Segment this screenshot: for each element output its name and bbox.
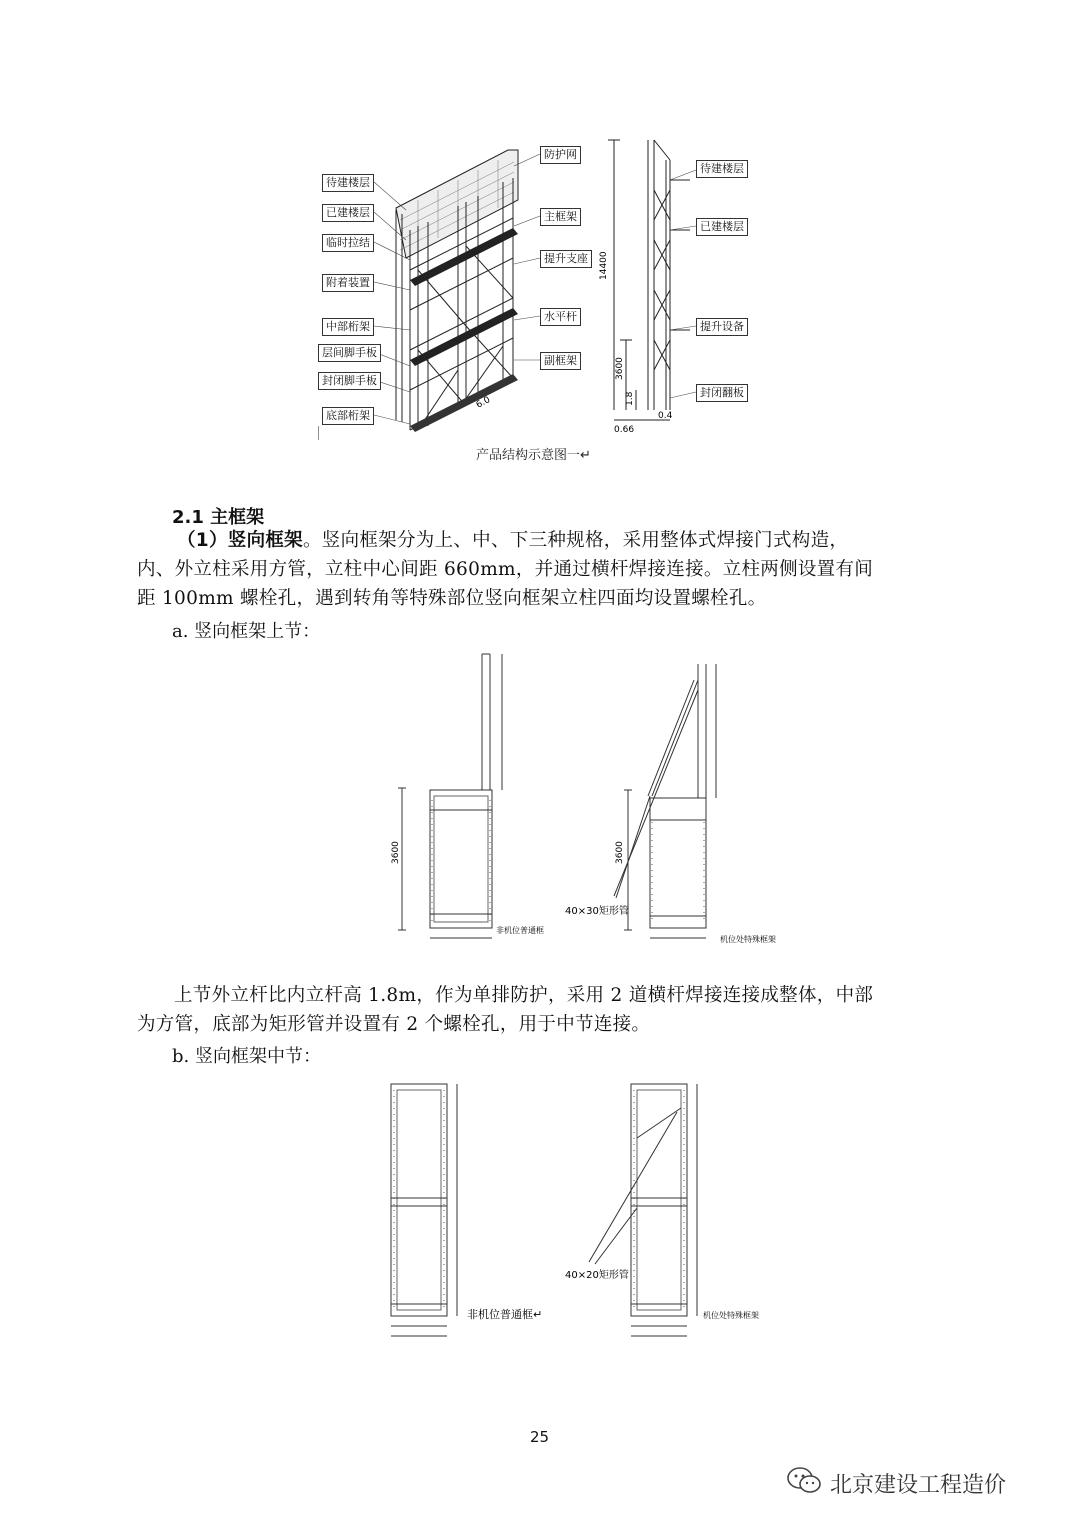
paragraph-1 bbox=[137, 526, 957, 613]
label-main-frame: 主框架 bbox=[540, 208, 581, 226]
paragraph-1-line-3: 距 100mm 螺栓孔，遇到转角等特殊部位竖向框架立柱四面均设置螺栓孔。 bbox=[137, 588, 767, 609]
wechat-icon bbox=[786, 1466, 822, 1500]
fig2-note: 40×30矩形管 bbox=[565, 906, 629, 917]
label-to-build-floor-right: 待建楼层 bbox=[696, 160, 748, 178]
label-built-floor: 已建楼层 bbox=[322, 204, 374, 222]
paragraph-1-line-1-text: 。竖向框架分为上、中、下三种规格，采用整体式焊接门式构造， bbox=[302, 530, 849, 551]
watermark-text: 北京建设工程造价 bbox=[830, 1472, 1007, 1498]
label-mid-truss: 中部桁架 bbox=[322, 318, 374, 336]
paragraph-2-line-2: 为方管，底部为矩形管并设置有 2 个螺栓孔，用于中节连接。 bbox=[137, 1014, 651, 1035]
watermark bbox=[786, 1466, 1006, 1500]
label-protective-net: 防护网 bbox=[540, 146, 581, 164]
fig2-dim-right: 3600 bbox=[615, 841, 625, 864]
dim-1.8: 1.8 bbox=[625, 391, 635, 406]
fig3-note: 40×20矩形管 bbox=[565, 1270, 629, 1281]
paragraph-1-lead: （1）竖向框架 bbox=[177, 530, 303, 551]
label-to-build-floor: 待建楼层 bbox=[322, 174, 374, 192]
subheading-b: b. 竖向框架中节： bbox=[172, 1046, 321, 1067]
label-built-floor-right: 已建楼层 bbox=[696, 218, 748, 236]
label-sub-frame: 副框架 bbox=[540, 352, 581, 370]
fig2-caption-right: 机位处特殊框架 bbox=[720, 935, 776, 944]
label-bottom-truss: 底部桁架 bbox=[322, 407, 374, 425]
page-number: 25 bbox=[530, 1428, 550, 1446]
label-horizontal-bar: 水平杆 bbox=[540, 308, 581, 326]
dim-14400: 14400 bbox=[599, 251, 609, 280]
label-lift-support: 提升支座 bbox=[540, 250, 592, 268]
figure-1-caption: 产品结构示意图一↵ bbox=[476, 448, 591, 463]
label-lift-device: 提升设备 bbox=[696, 318, 748, 336]
subheading-a: a. 竖向框架上节： bbox=[172, 621, 321, 642]
paragraph-1-line-1 bbox=[137, 526, 957, 555]
figure-2 bbox=[390, 650, 790, 946]
dim-3600: 3600 bbox=[615, 357, 625, 380]
upper-frame-drawing bbox=[390, 650, 790, 946]
paragraph-2-line-1: 上节外立杆比内立杆高 1.8m，作为单排防护，采用 2 道横杆焊接连接成整体，中部 bbox=[174, 985, 874, 1006]
label-attachment: 附着装置 bbox=[322, 274, 374, 292]
label-closing-flap: 封闭翻板 bbox=[696, 384, 748, 402]
fig3-caption-right: 机位处特殊框架 bbox=[703, 1311, 759, 1320]
label-floor-board: 层间脚手板 bbox=[318, 344, 381, 362]
fig2-dim-left: 3600 bbox=[391, 841, 401, 864]
label-temp-tie: 临时拉结 bbox=[322, 234, 374, 252]
dim-0.66: 0.66 bbox=[614, 425, 635, 435]
dim-6.0: 6.0 bbox=[474, 395, 493, 411]
figure-3 bbox=[385, 1078, 785, 1346]
section-heading: 2.1 主框架 bbox=[172, 507, 265, 528]
dim-0.4: 0.4 bbox=[658, 411, 673, 421]
paragraph-2 bbox=[137, 981, 957, 1039]
fig3-caption-left: 非机位普通框↵ bbox=[467, 1308, 543, 1321]
figure-1 bbox=[318, 130, 763, 442]
middle-frame-drawing bbox=[385, 1078, 785, 1346]
paragraph-1-line-2: 内、外立柱采用方管，立柱中心间距 660mm，并通过横杆焊接连接。立柱两侧设置有间 bbox=[137, 559, 874, 580]
label-closed-board: 封闭脚手板 bbox=[318, 372, 381, 390]
fig2-caption-left: 非机位普通框 bbox=[496, 926, 544, 935]
